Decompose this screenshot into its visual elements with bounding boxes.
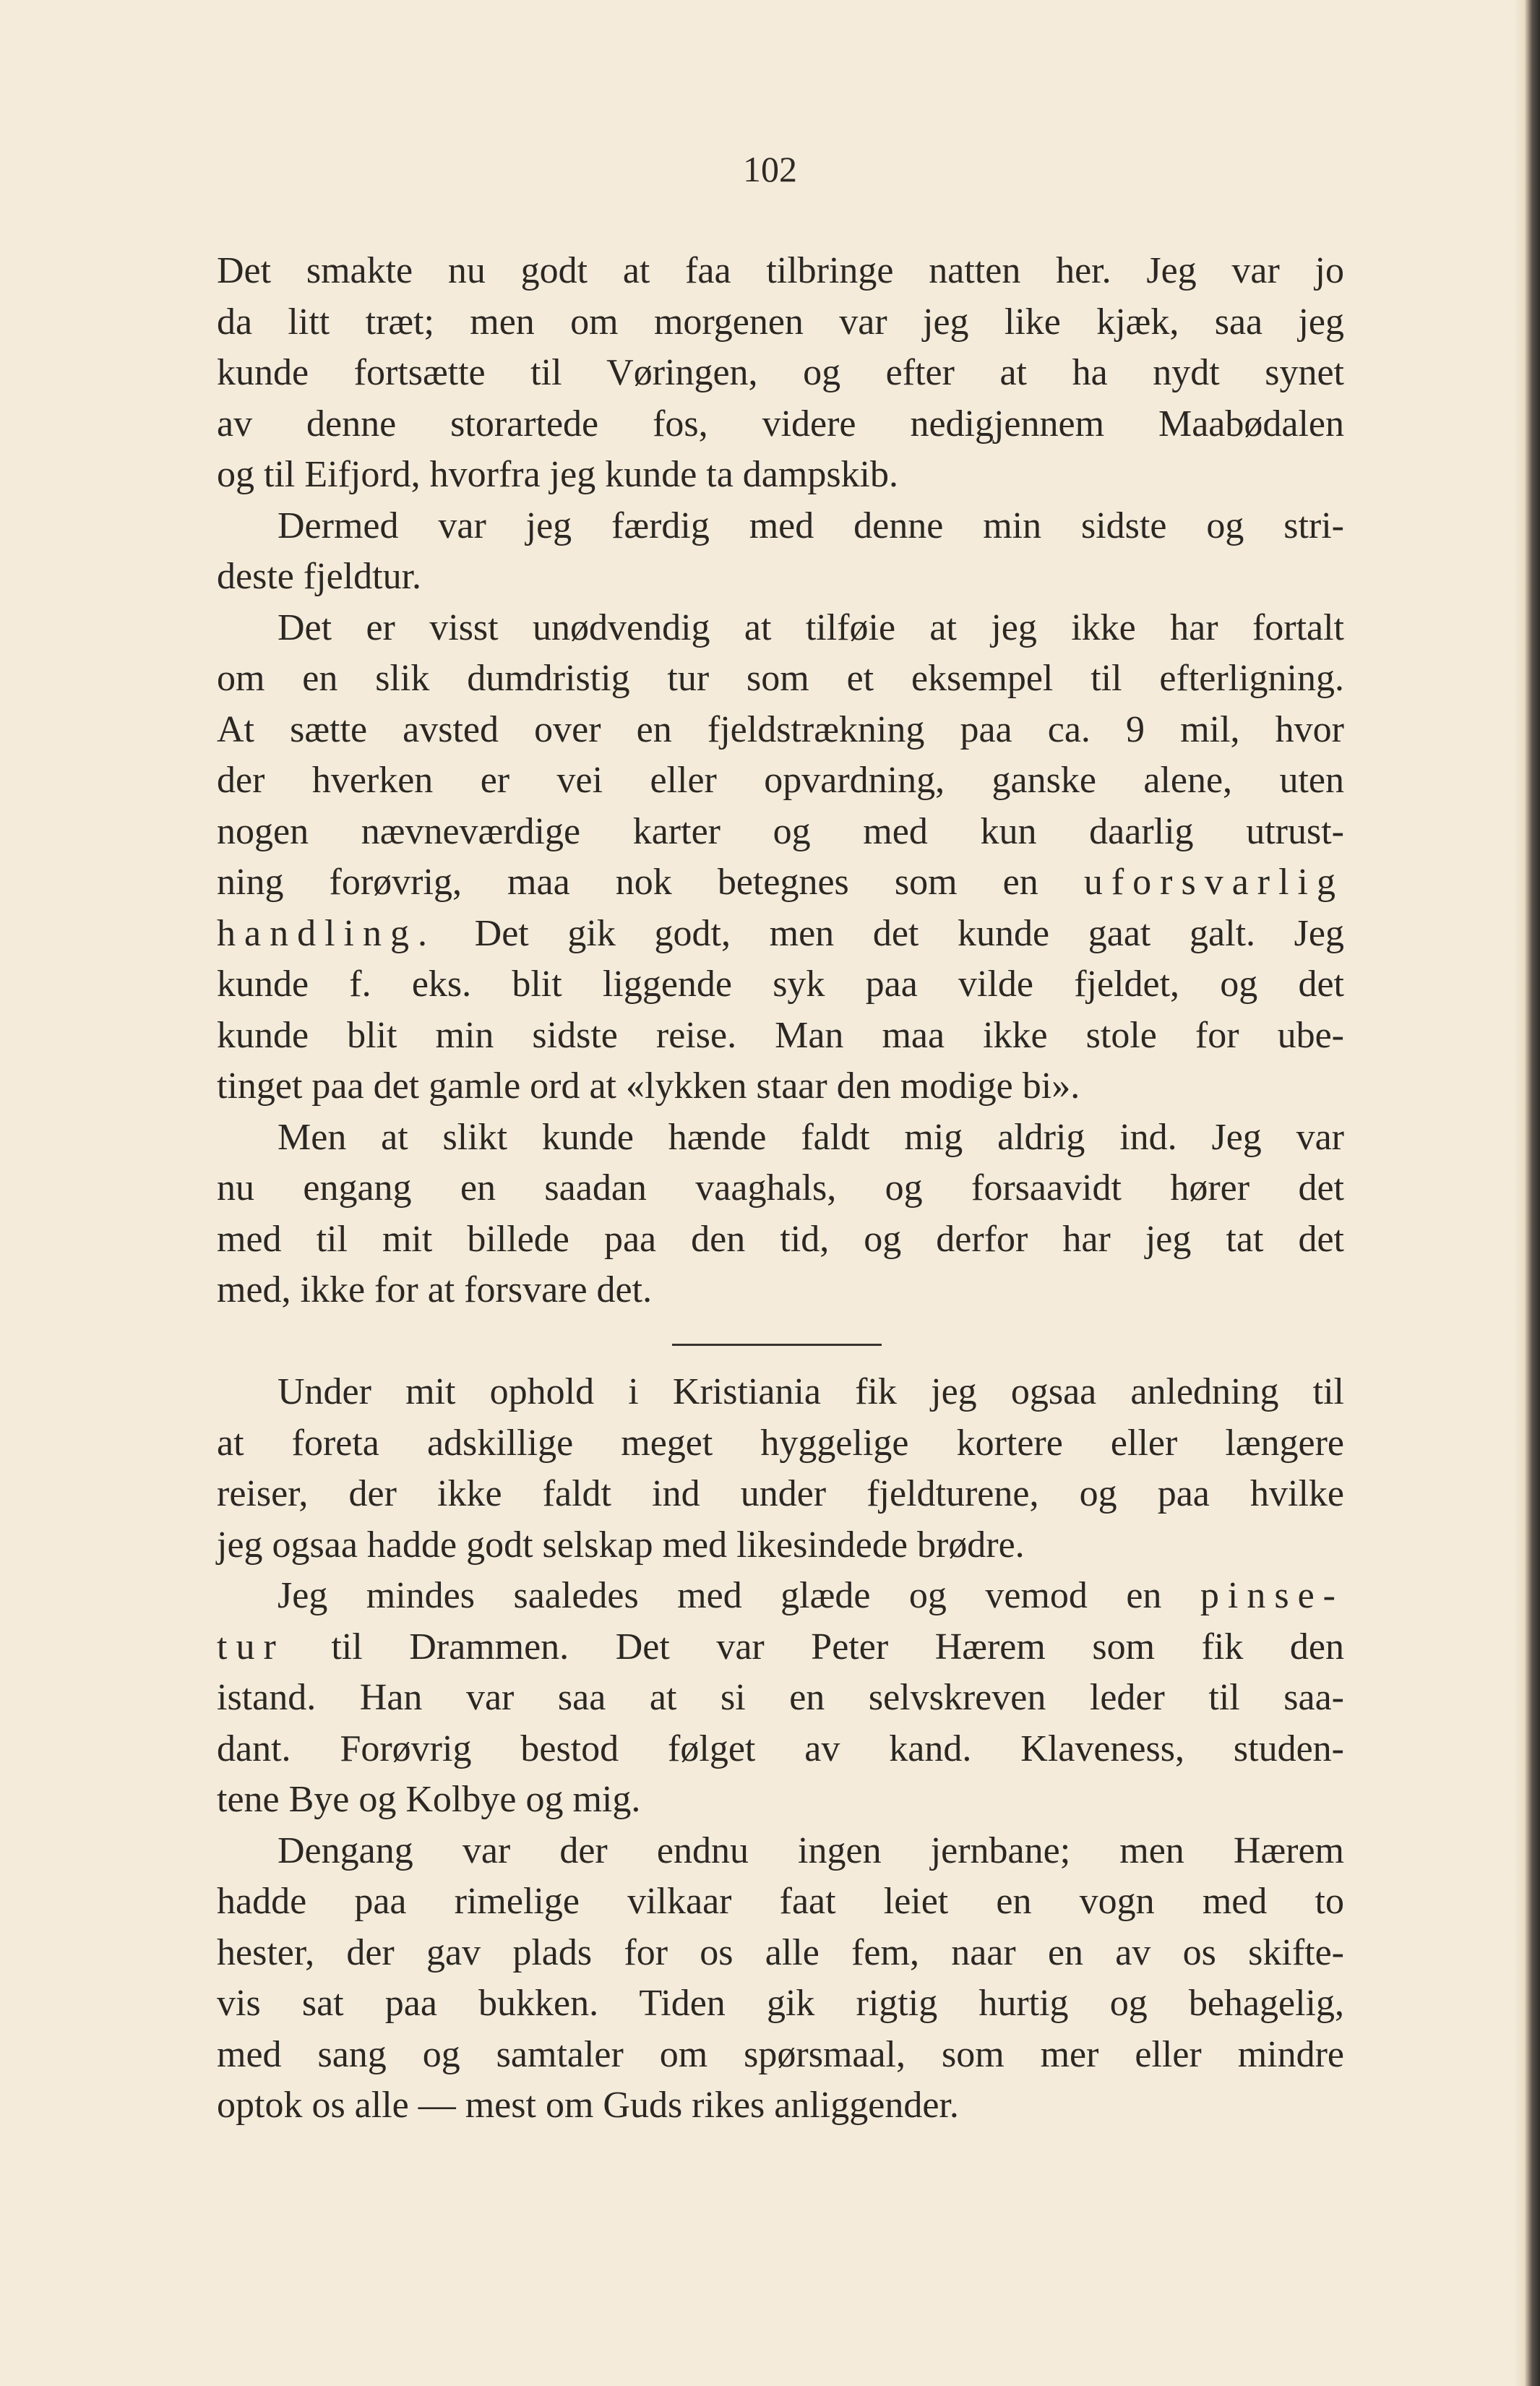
text-line [217, 1622, 1344, 1673]
line-text: jeg ogsaa hadde godt selskap med likesindede brødre. [217, 1524, 1025, 1566]
line-text: med sang og samtaler om spørsmaal, som mer eller mindre [217, 2033, 1344, 2075]
text-line [217, 1978, 1344, 2030]
body-text [217, 246, 1344, 2132]
line-text: og til Eifjord, hvorfra jeg kunde ta dampskib. [217, 454, 899, 495]
text-line [217, 1367, 1344, 1418]
line-text: tene Bye og Kolbye og mig. [217, 1779, 641, 1820]
line-text: Men at slikt kunde hænde faldt mig aldrig ind. Jeg var [278, 1116, 1344, 1158]
line-text: tinget paa det gamle ord at «lykken staar den modige bi». [217, 1065, 1080, 1107]
text-line [217, 959, 1344, 1010]
text-line [217, 1775, 1344, 1826]
text-line [217, 297, 1344, 348]
text-line [217, 399, 1344, 450]
line-text: nu engang en saadan vaaghals, og forsaavidt hører det [217, 1167, 1344, 1209]
text-line [217, 1214, 1344, 1266]
text-line [217, 1418, 1344, 1469]
text-line [217, 755, 1344, 807]
text-line [217, 807, 1344, 858]
line-text: reiser, der ikke faldt ind under fjeldturene, og paa hvilke [217, 1473, 1344, 1514]
text-line [217, 1928, 1344, 1979]
line-text: der hverken er vei eller opvardning, ganske alene, uten [217, 760, 1344, 801]
spaced-emphasis: tur [217, 1626, 285, 1668]
line-text: at foreta adskillige meget hyggelige kortere eller længere [217, 1422, 1344, 1464]
line-text: Jeg mindes saaledes med glæde og vemod en [278, 1575, 1162, 1616]
text-line [217, 2030, 1344, 2081]
line-text: ning forøvrig, maa nok betegnes som en [217, 862, 1038, 903]
line-text: kunde f. eks. blit liggende syk paa vilde fjeldet, og det [217, 964, 1344, 1005]
line-text: dant. Forøvrig bestod følget av kand. Klaveness, studen- [217, 1728, 1344, 1769]
page-number: 102 [743, 149, 797, 189]
line-text: hester, der gav plads for os alle fem, naar en av os skifte- [217, 1931, 1344, 1973]
line-text: med til mit billede paa den tid, og derfor har jeg tat det [217, 1218, 1344, 1260]
line-text: Dengang var der endnu ingen jernbane; men Hærem [278, 1829, 1344, 1871]
text-line [217, 857, 1344, 909]
line-text: Dermed var jeg færdig med denne min sidste og stri- [278, 505, 1344, 546]
text-line [217, 450, 1344, 501]
line-text: kunde blit min sidste reise. Man maa ikke stole for ube- [217, 1014, 1344, 1056]
line-text: Det smakte nu godt at faa tilbringe natten her. Jeg var jo [217, 250, 1344, 291]
line-text: kunde fortsætte til Vøringen, og efter at ha nydt synet [217, 352, 1344, 393]
text-line [217, 552, 1344, 603]
section-separator [217, 1316, 1344, 1368]
line-text: Under mit ophold i Kristiania fik jeg ogsaa anledning til [278, 1371, 1344, 1412]
line-text: Det gik godt, men det kunde gaat galt. Jeg [474, 912, 1344, 954]
text-line [217, 1571, 1344, 1622]
line-text: med, ikke for at forsvare det. [217, 1269, 653, 1310]
text-line [217, 1673, 1344, 1724]
text-line [217, 1010, 1344, 1062]
line-text: At sætte avsted over en fjeldstrækning paa ca. 9 mil, hvor [217, 708, 1344, 750]
text-line [217, 1112, 1344, 1164]
text-line [217, 348, 1344, 399]
text-line [217, 1876, 1344, 1928]
text-line [217, 2080, 1344, 2132]
line-text: til Drammen. Det var Peter Hærem som fik den [331, 1626, 1344, 1668]
spaced-emphasis: uforsvarlig [1083, 862, 1345, 903]
page-edge [1514, 0, 1540, 2386]
line-text: deste fjeldtur. [217, 556, 422, 597]
line-text: av denne storartede fos, videre nedigjennem Maabødalen [217, 403, 1344, 445]
text-line [217, 705, 1344, 756]
text-line [217, 909, 1344, 960]
text-line [217, 1520, 1344, 1571]
text-line [217, 1265, 1344, 1316]
line-text: hadde paa rimelige vilkaar faat leiet en vogn med to [217, 1881, 1344, 1922]
spaced-emphasis: pinse- [1200, 1575, 1344, 1616]
text-line [217, 1724, 1344, 1775]
text-line [217, 603, 1344, 654]
line-text: optok os alle — mest om Guds rikes anliggender. [217, 2085, 959, 2126]
spaced-emphasis: handling. [217, 912, 436, 954]
text-line [217, 653, 1344, 705]
line-text: istand. Han var saa at si en selvskreven leder til saa- [217, 1677, 1344, 1718]
line-text: om en slik dumdristig tur som et eksempel til efterligning. [217, 658, 1344, 699]
text-line [217, 1163, 1344, 1214]
line-text: vis sat paa bukken. Tiden gik rigtig hurtig og behagelig, [217, 1983, 1344, 2024]
text-line [217, 1826, 1344, 1877]
text-line [217, 1061, 1344, 1112]
text-line [217, 246, 1344, 297]
line-text: nogen nævneværdige karter og med kun daarlig utrust- [217, 810, 1344, 852]
line-text: Det er visst unødvendig at tilføie at jeg ikke har fortalt [278, 606, 1344, 648]
text-line [217, 1469, 1344, 1520]
text-line [217, 501, 1344, 552]
separator-rule [672, 1344, 882, 1346]
line-text: da litt træt; men om morgenen var jeg like kjæk, saa jeg [217, 301, 1344, 343]
